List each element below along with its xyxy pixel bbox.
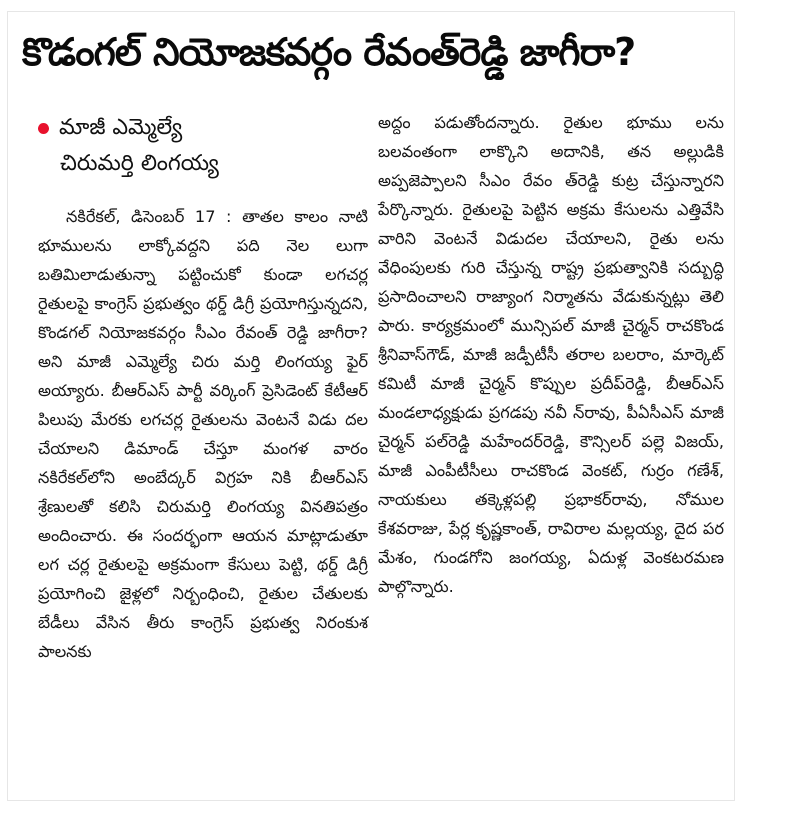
news-clipping	[8, 12, 734, 800]
byline	[38, 110, 358, 182]
article-headline: కొడంగల్ నియోజకవర్గం రేవంత్‌రెడ్డి జాగీరా?	[22, 30, 636, 74]
body-paragraph-left: నకిరేకల్, డిసెంబర్ 17 : తాతల కాలం నాటి భూములను లాక్కోవద్దని పది నెల లుగా బతిమిలాడుతున్నా పట్టించుకో కుండా లగచర్ల రైతులపై కాంగ్రెస్ ప్రభుత్వం థర్డ్ డిగ్రీ ప్రయోగిస్తున్నదని, కొండగల్ నియోజకవర్గం సీఎం రేవంత్ రెడ్డి జాగీరా? అని మాజీ ఎమ్మెల్యే చిరు మర్తి లింగయ్య ఫైర్ అయ్యారు. బీఆర్ఎస్ పార్టీ వర్కింగ్ ప్రెసిడెంట్ కేటీఆర్ పిలుపు మేరకు లగచర్ల రైతులను వెంటనే విడు దల చేయాలని డిమాండ్ చేస్తూ మంగళ వారం నకిరేకల్‌లోని అంబేద్కర్ విగ్రహ నికి బీఆర్ఎస్ శ్రేణులతో కలిసి చిరుమర్తి లింగయ్య వినతిపత్రం అందించారు. ఈ సందర్భంగా ఆయన మాట్లాడుతూ లగ చర్ల రైతులపై అక్రమంగా కేసులు పెట్టి, థర్డ్ డిగ్రీ ప్రయోగించి జైళ్లలో నిర్బంధించి, రైతుల చేతులకు బేడీలు వేసిన తీరు కాంగ్రెస్ ప్రభుత్వ నిరంకుశ పాలనకు	[38, 207, 368, 661]
byline-row-1	[38, 110, 358, 146]
body-paragraph-right: అద్దం పడుతోందన్నారు. రైతుల భూము లను బలవంతంగా లాక్కొని అదానికి, తన అల్లుడికి అప్పజెప్పాలని సీఎం రేవం త్‌రెడ్డి కుట్ర చేస్తున్నారని పేర్కొన్నారు. రైతులపై పెట్టిన అక్రమ కేసులను ఎత్తివేసి వారిని వెంటనే విడుదల చేయాలని, రైతు లను వేధింపులకు గురి చేస్తున్న రాష్ట్ర ప్రభుత్వానికి సద్బుద్ధి ప్రసాదించాలని రాజ్యాంగ నిర్మాతను వేడుకున్నట్లు తెలి పారు. కార్యక్రమంలో మున్సిపల్ మాజీ చైర్మన్ రాచకొండ శ్రీనివాస్‌గౌడ్, మాజీ జడ్పీటీసీ తరాల బలరాం, మార్కెట్ కమిటీ మాజీ చైర్మన్ కొప్పుల ప్రదీప్‌రెడ్డి, బీఆర్ఎస్ మండలాధ్యక్షుడు ప్రగడపు నవీ న్‌రావు, పీఏసీఎస్ మాజీ చైర్మన్ పల్‌రెడ్డి మహేందర్‌రెడ్డి, కౌన్సిలర్ పల్లె విజయ్, మాజీ ఎంపీటీసీలు రాచకొండ వెంకట్, గుర్రం గణేశ్, నాయకులు తక్కెళ్లపల్లి ప్రభాకర్‌రావు, నోముల కేశవరాజు, పేర్ల కృష్ణకాంత్, రావిరాల మల్లయ్య, దైద పర మేశం, గుండగోని జంగయ్య, ఏదుళ్ల వెంకటరమణ పాల్గొన్నారు.	[378, 113, 724, 596]
byline-title: మాజీ ఎమ్మెల్యే	[59, 115, 183, 140]
article-body-right-column	[378, 108, 724, 601]
byline-name: చిరుమర్తి లింగయ్య	[60, 151, 219, 176]
article-body-left-column	[38, 202, 368, 666]
red-bullet-icon	[38, 123, 49, 134]
